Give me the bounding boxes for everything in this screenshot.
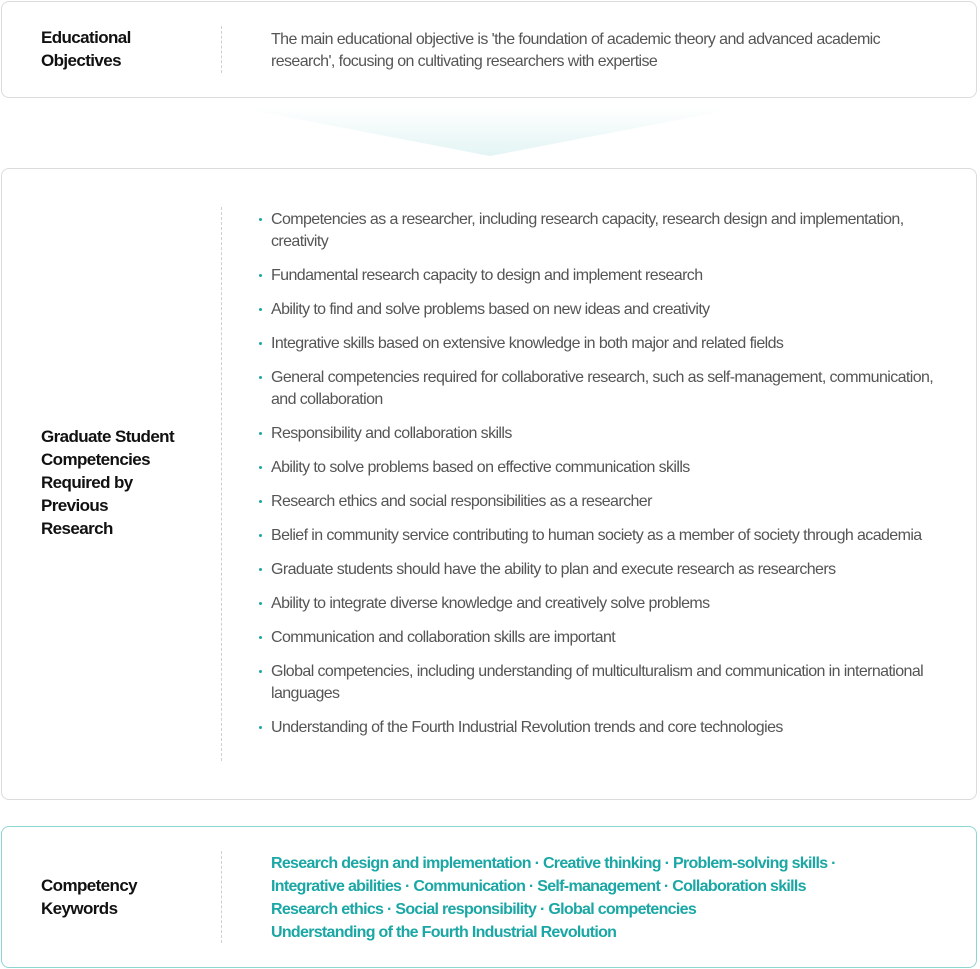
list-item: Ability to find and solve problems based on new ideas and creativity [271,299,936,321]
competencies-list-container [271,209,936,751]
list-item: Responsibility and collaboration skills [271,423,936,445]
keyword-line: Understanding of the Fourth Industrial Revolution [271,924,617,941]
list-item: Research ethics and social responsibilities as a researcher [271,491,936,513]
list-item: Integrative skills based on extensive knowledge in both major and related fields [271,333,936,355]
keyword-line: Research ethics · Social responsibility · Global competencies [271,901,697,918]
label-line: Competencies [41,450,151,469]
competencies-label [41,425,174,540]
label-line: Objectives [41,51,121,70]
competency-keywords-panel [1,826,977,968]
list-item: Ability to solve problems based on effective communication skills [271,457,936,479]
keyword-line: Research design and implementation · Creative thinking · Problem-solving skills · [271,855,836,872]
competencies-list [271,209,936,739]
label-line: Required by [41,473,133,492]
divider [221,207,222,761]
keywords-text [271,852,936,944]
educational-objectives-label [41,26,131,72]
list-item: Global competencies, including understanding of multiculturalism and communication in international languages [271,661,936,705]
list-item: Communication and collaboration skills are important [271,627,936,649]
competencies-panel [1,168,977,800]
competency-keywords-label [41,874,137,920]
list-item: Competencies as a researcher, including research capacity, research design and implementation, creativity [271,209,936,253]
educational-objectives-panel [1,1,977,98]
divider [221,26,222,73]
list-item: Understanding of the Fourth Industrial Revolution trends and core technologies [271,717,936,739]
list-item: Fundamental research capacity to design and implement research [271,265,936,287]
label-line: Keywords [41,899,118,918]
list-item: Graduate students should have the ability to plan and execute research as researchers [271,559,936,581]
educational-objectives-text: The main educational objective is 'the foundation of academic theory and advanced academic research', focusing on cultivating researchers with expertise [271,31,881,70]
keyword-line: Integrative abilities · Communication · Self-management · Collaboration skills [271,878,806,895]
label-line: Competency [41,876,138,895]
list-item: Ability to integrate diverse knowledge and creatively solve problems [271,593,936,615]
label-line: Research [41,519,113,538]
list-item: Belief in community service contributing to human society as a member of society through academia [271,525,936,547]
label-line: Previous [41,496,109,515]
divider [221,851,222,943]
down-arrow-icon [240,108,740,158]
label-line: Graduate Student [41,427,175,446]
list-item: General competencies required for collaborative research, such as self-management, communication, and collaboration [271,367,936,411]
label-line: Educational [41,28,131,47]
